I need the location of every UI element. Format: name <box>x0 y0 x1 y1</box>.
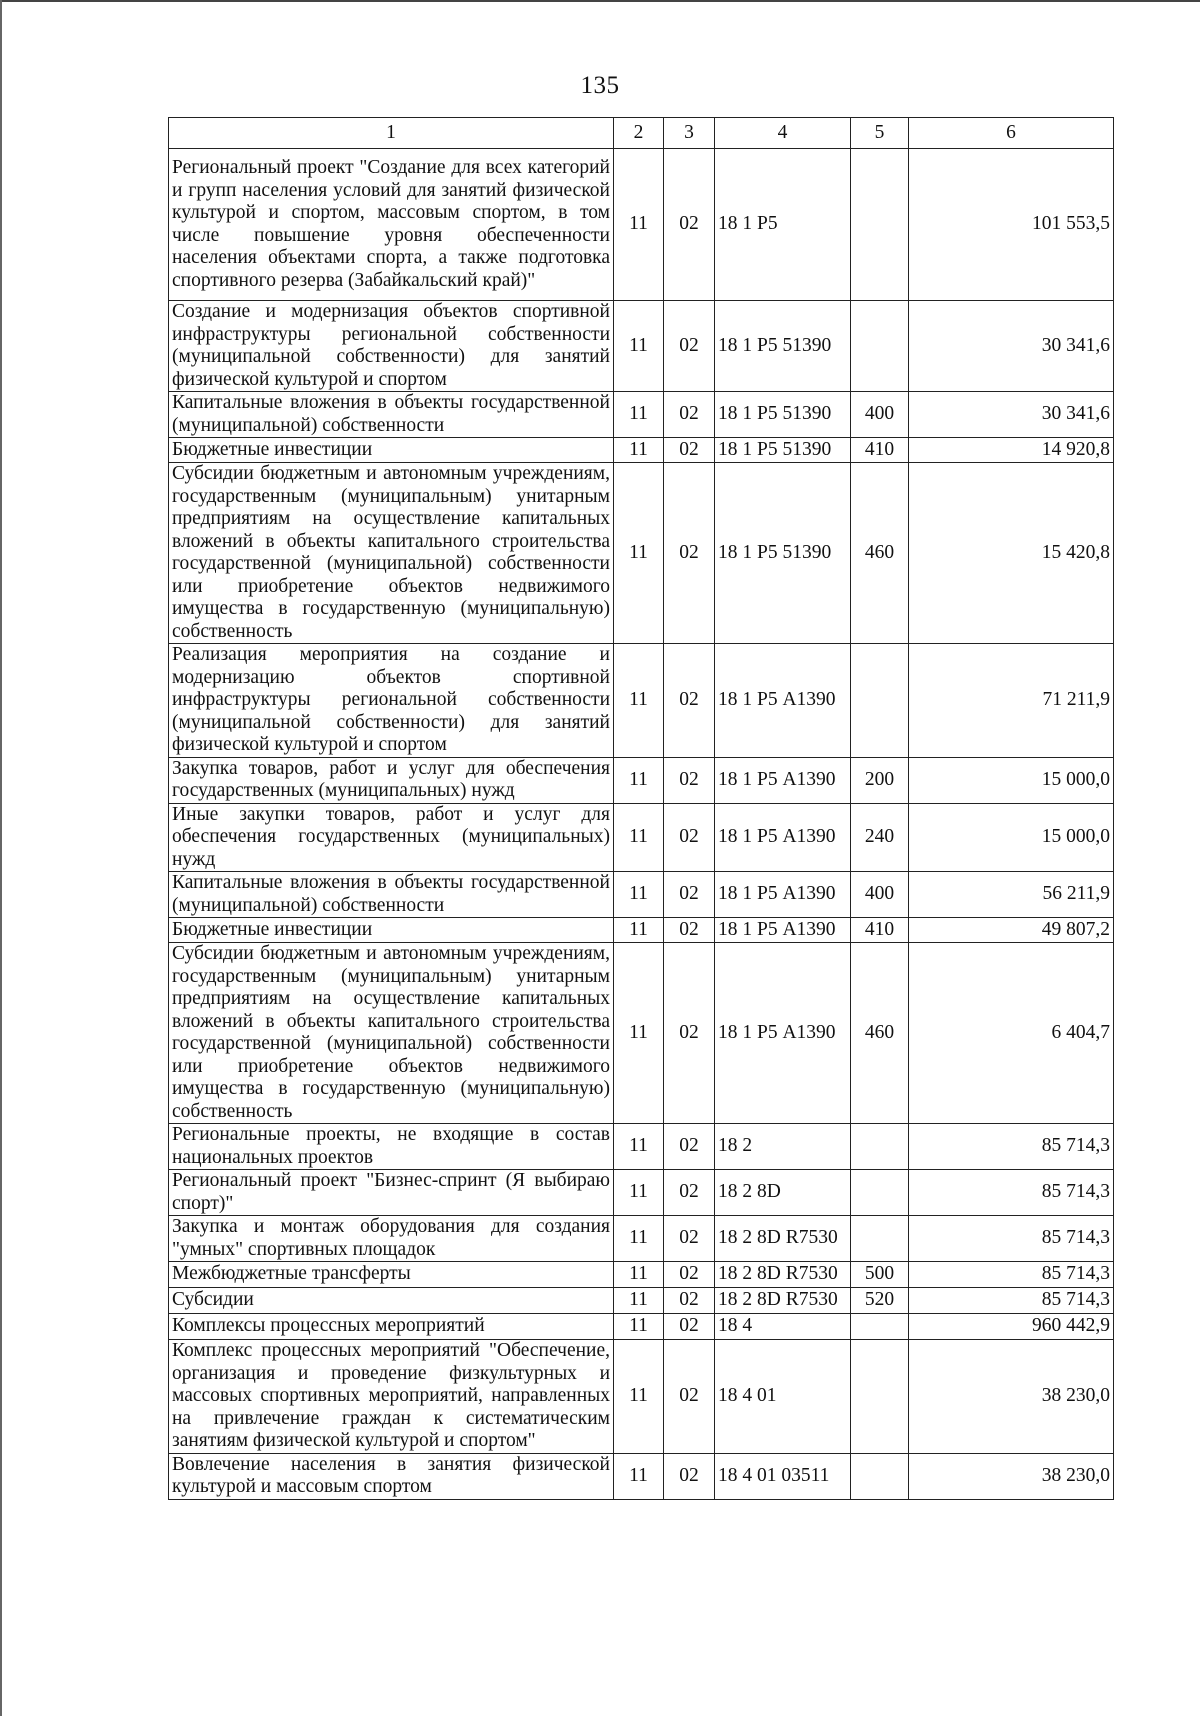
subsection-code-cell: 02 <box>664 943 715 1124</box>
subsection-code-cell: 02 <box>664 463 715 644</box>
table-row <box>169 1170 1114 1216</box>
table-row <box>169 149 1114 301</box>
target-article-cell: 18 4 01 03511 <box>715 1453 851 1499</box>
row-name-cell: Капитальные вложения в объекты государственной (муниципальной) собственности <box>169 392 614 438</box>
section-code-cell: 11 <box>614 1453 664 1499</box>
amount-cell: 49 807,2 <box>909 918 1114 943</box>
amount-cell: 85 714,3 <box>909 1124 1114 1170</box>
expense-type-cell <box>851 1340 909 1454</box>
amount-cell: 56 211,9 <box>909 872 1114 918</box>
section-code-cell: 11 <box>614 1124 664 1170</box>
subsection-code-cell: 02 <box>664 149 715 301</box>
target-article-cell: 18 2 8D <box>715 1170 851 1216</box>
subsection-code-cell: 02 <box>664 872 715 918</box>
expense-type-cell: 400 <box>851 392 909 438</box>
column-header: 5 <box>851 118 909 149</box>
section-code-cell: 11 <box>614 463 664 644</box>
row-name-cell: Субсидии бюджетным и автономным учреждениям, государственным (муниципальным) унитарным предприятиям на осуществление капитальных вложений в объекты капитального строительства государственной (муниципальной) собственности или приобретение объектов недвижимого имущества в государственную (муниципальную) собственность <box>169 943 614 1124</box>
row-name-cell: Вовлечение населения в занятия физической культурой и массовым спортом <box>169 1453 614 1499</box>
target-article-cell: 18 1 Р5 А1390 <box>715 918 851 943</box>
section-code-cell: 11 <box>614 918 664 943</box>
subsection-code-cell: 02 <box>664 803 715 872</box>
subsection-code-cell: 02 <box>664 1453 715 1499</box>
expense-type-cell: 460 <box>851 943 909 1124</box>
table-row <box>169 301 1114 392</box>
table-row <box>169 392 1114 438</box>
table-row <box>169 918 1114 943</box>
subsection-code-cell: 02 <box>664 438 715 463</box>
column-header: 6 <box>909 118 1114 149</box>
expense-type-cell <box>851 301 909 392</box>
section-code-cell: 11 <box>614 1340 664 1454</box>
amount-cell: 71 211,9 <box>909 644 1114 758</box>
row-name-cell: Создание и модернизация объектов спортивной инфраструктуры региональной собственности (муниципальной собственности) для занятий физической культурой и спортом <box>169 301 614 392</box>
row-name-cell: Комплекс процессных мероприятий "Обеспечение, организация и проведение физкультурных и массовых спортивных мероприятий, направленных на привлечение граждан к систематическим занятиям физической культурой и спортом" <box>169 1340 614 1454</box>
amount-cell: 15 000,0 <box>909 803 1114 872</box>
amount-cell: 15 000,0 <box>909 757 1114 803</box>
section-code-cell: 11 <box>614 803 664 872</box>
target-article-cell: 18 2 8D R7530 <box>715 1262 851 1288</box>
amount-cell: 85 714,3 <box>909 1170 1114 1216</box>
expense-type-cell <box>851 1216 909 1262</box>
expense-type-cell: 400 <box>851 872 909 918</box>
column-header: 2 <box>614 118 664 149</box>
section-code-cell: 11 <box>614 1262 664 1288</box>
table-row <box>169 1314 1114 1340</box>
target-article-cell: 18 1 Р5 А1390 <box>715 872 851 918</box>
expense-type-cell: 500 <box>851 1262 909 1288</box>
section-code-cell: 11 <box>614 1216 664 1262</box>
row-name-cell: Региональный проект "Бизнес-спринт (Я выбираю спорт)" <box>169 1170 614 1216</box>
section-code-cell: 11 <box>614 438 664 463</box>
amount-cell: 15 420,8 <box>909 463 1114 644</box>
subsection-code-cell: 02 <box>664 918 715 943</box>
expense-type-cell: 200 <box>851 757 909 803</box>
expense-type-cell <box>851 1314 909 1340</box>
expense-type-cell: 410 <box>851 438 909 463</box>
section-code-cell: 11 <box>614 644 664 758</box>
target-article-cell: 18 1 Р5 А1390 <box>715 644 851 758</box>
subsection-code-cell: 02 <box>664 1288 715 1314</box>
amount-cell: 14 920,8 <box>909 438 1114 463</box>
row-name-cell: Региональный проект "Создание для всех категорий и групп населения условий для занятий физической культурой и спортом, массовым спортом, в том числе повышение уровня обеспеченности населения объектами спорта, а также подготовка спортивного резерва (Забайкальский край)" <box>169 149 614 301</box>
row-name-cell: Закупка товаров, работ и услуг для обеспечения государственных (муниципальных) нужд <box>169 757 614 803</box>
section-code-cell: 11 <box>614 1314 664 1340</box>
amount-cell: 38 230,0 <box>909 1340 1114 1454</box>
amount-cell: 960 442,9 <box>909 1314 1114 1340</box>
subsection-code-cell: 02 <box>664 1216 715 1262</box>
column-header: 1 <box>169 118 614 149</box>
row-name-cell: Субсидии <box>169 1288 614 1314</box>
row-name-cell: Межбюджетные трансферты <box>169 1262 614 1288</box>
row-name-cell: Бюджетные инвестиции <box>169 918 614 943</box>
row-name-cell: Субсидии бюджетным и автономным учреждениям, государственным (муниципальным) унитарным предприятиям на осуществление капитальных вложений в объекты капитального строительства государственной (муниципальной) собственности или приобретение объектов недвижимого имущества в государственную (муниципальную) собственность <box>169 463 614 644</box>
expense-type-cell: 520 <box>851 1288 909 1314</box>
expense-type-cell: 460 <box>851 463 909 644</box>
table-row <box>169 1288 1114 1314</box>
row-name-cell: Иные закупки товаров, работ и услуг для обеспечения государственных (муниципальных) нужд <box>169 803 614 872</box>
expense-type-cell: 410 <box>851 918 909 943</box>
section-code-cell: 11 <box>614 1170 664 1216</box>
amount-cell: 85 714,3 <box>909 1262 1114 1288</box>
subsection-code-cell: 02 <box>664 1340 715 1454</box>
amount-cell: 38 230,0 <box>909 1453 1114 1499</box>
column-header: 3 <box>664 118 715 149</box>
column-header: 4 <box>715 118 851 149</box>
target-article-cell: 18 2 <box>715 1124 851 1170</box>
expense-type-cell <box>851 1124 909 1170</box>
row-name-cell: Реализация мероприятия на создание и модернизацию объектов спортивной инфраструктуры региональной собственности (муниципальной собственности) для занятий физической культурой и спортом <box>169 644 614 758</box>
subsection-code-cell: 02 <box>664 1170 715 1216</box>
subsection-code-cell: 02 <box>664 392 715 438</box>
table-row <box>169 757 1114 803</box>
expense-type-cell: 240 <box>851 803 909 872</box>
page-number: 135 <box>580 72 620 99</box>
scan-top-edge <box>0 0 1200 2</box>
table-row <box>169 438 1114 463</box>
section-code-cell: 11 <box>614 757 664 803</box>
section-code-cell: 11 <box>614 943 664 1124</box>
expense-type-cell <box>851 1170 909 1216</box>
amount-cell: 6 404,7 <box>909 943 1114 1124</box>
table-row <box>169 1262 1114 1288</box>
section-code-cell: 11 <box>614 301 664 392</box>
table-row <box>169 872 1114 918</box>
subsection-code-cell: 02 <box>664 301 715 392</box>
amount-cell: 101 553,5 <box>909 149 1114 301</box>
target-article-cell: 18 1 Р5 <box>715 149 851 301</box>
row-name-cell: Региональные проекты, не входящие в состав национальных проектов <box>169 1124 614 1170</box>
budget-table <box>168 117 1114 1500</box>
table-row <box>169 1340 1114 1454</box>
target-article-cell: 18 2 8D R7530 <box>715 1288 851 1314</box>
row-name-cell: Бюджетные инвестиции <box>169 438 614 463</box>
table-row <box>169 644 1114 758</box>
table-header-row <box>169 118 1114 149</box>
target-article-cell: 18 2 8D R7530 <box>715 1216 851 1262</box>
amount-cell: 85 714,3 <box>909 1216 1114 1262</box>
target-article-cell: 18 1 Р5 А1390 <box>715 803 851 872</box>
expense-type-cell <box>851 149 909 301</box>
section-code-cell: 11 <box>614 1288 664 1314</box>
target-article-cell: 18 1 Р5 51390 <box>715 392 851 438</box>
row-name-cell: Капитальные вложения в объекты государственной (муниципальной) собственности <box>169 872 614 918</box>
table-row <box>169 1216 1114 1262</box>
amount-cell: 30 341,6 <box>909 392 1114 438</box>
table-row <box>169 1124 1114 1170</box>
subsection-code-cell: 02 <box>664 757 715 803</box>
target-article-cell: 18 1 Р5 51390 <box>715 438 851 463</box>
scan-left-edge <box>0 0 2 1716</box>
section-code-cell: 11 <box>614 392 664 438</box>
amount-cell: 85 714,3 <box>909 1288 1114 1314</box>
target-article-cell: 18 4 01 <box>715 1340 851 1454</box>
expense-type-cell <box>851 644 909 758</box>
table-row <box>169 803 1114 872</box>
amount-cell: 30 341,6 <box>909 301 1114 392</box>
table-row <box>169 943 1114 1124</box>
subsection-code-cell: 02 <box>664 1124 715 1170</box>
row-name-cell: Закупка и монтаж оборудования для создания "умных" спортивных площадок <box>169 1216 614 1262</box>
subsection-code-cell: 02 <box>664 1262 715 1288</box>
target-article-cell: 18 1 Р5 51390 <box>715 301 851 392</box>
section-code-cell: 11 <box>614 872 664 918</box>
row-name-cell: Комплексы процессных мероприятий <box>169 1314 614 1340</box>
section-code-cell: 11 <box>614 149 664 301</box>
table-row <box>169 463 1114 644</box>
subsection-code-cell: 02 <box>664 1314 715 1340</box>
target-article-cell: 18 1 Р5 А1390 <box>715 757 851 803</box>
target-article-cell: 18 1 Р5 А1390 <box>715 943 851 1124</box>
target-article-cell: 18 4 <box>715 1314 851 1340</box>
table-row <box>169 1453 1114 1499</box>
subsection-code-cell: 02 <box>664 644 715 758</box>
target-article-cell: 18 1 Р5 51390 <box>715 463 851 644</box>
expense-type-cell <box>851 1453 909 1499</box>
